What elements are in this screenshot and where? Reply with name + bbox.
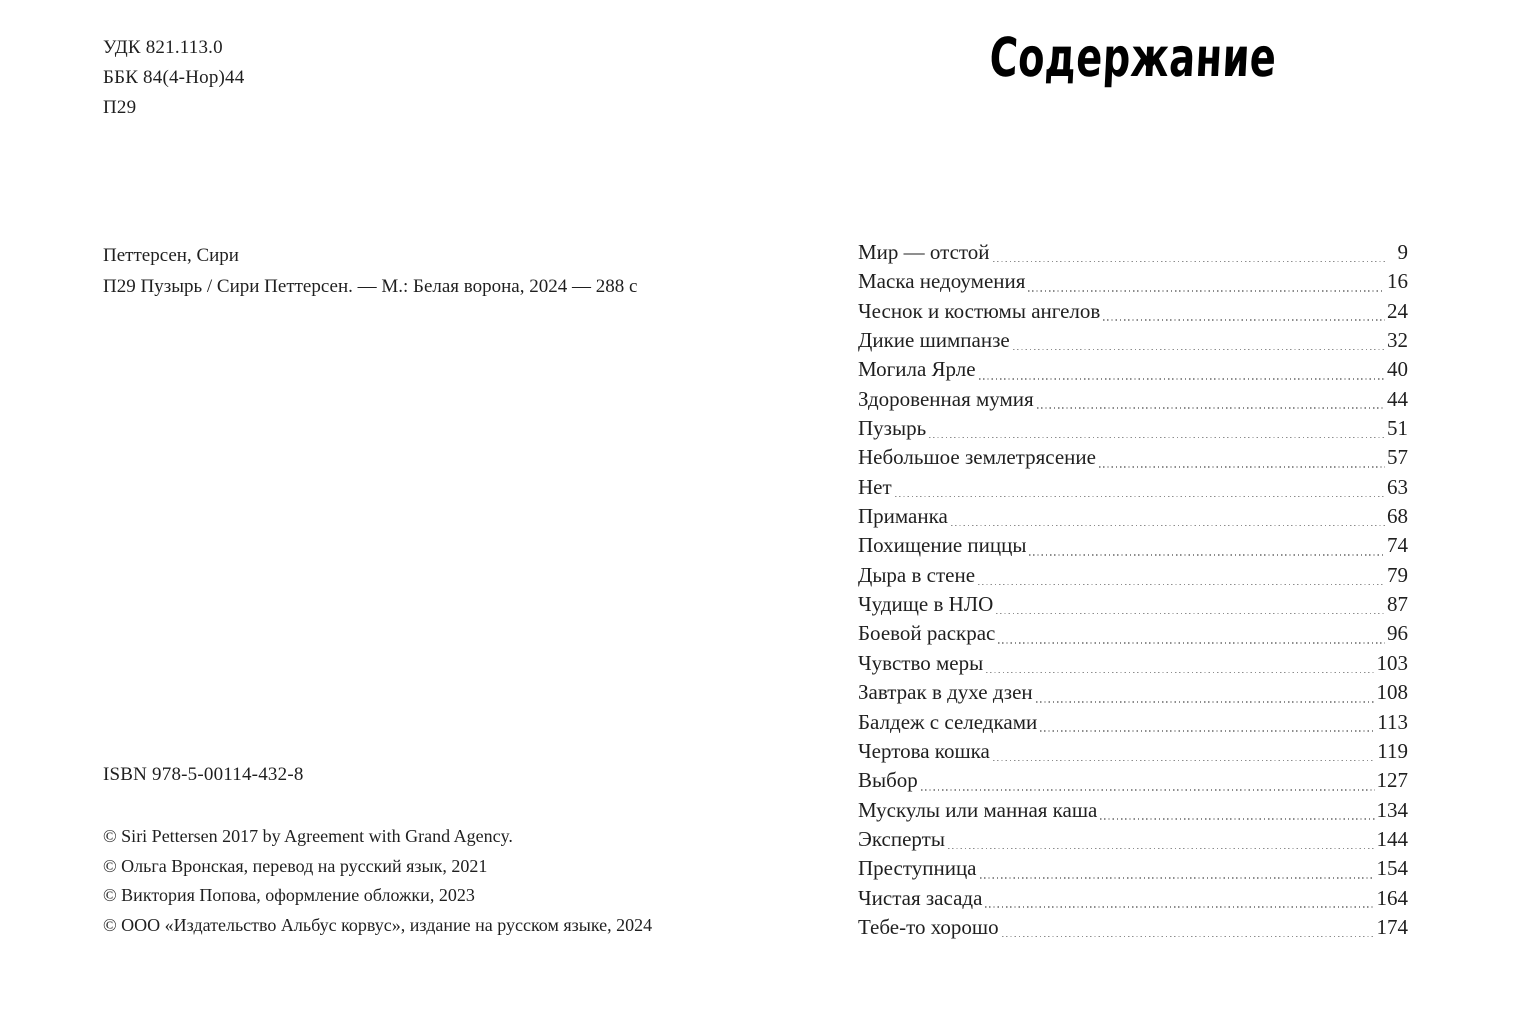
- toc-entry-page: 108: [1376, 680, 1408, 705]
- toc-entry: [858, 590, 1408, 619]
- toc-entry: [858, 825, 1408, 854]
- toc-entry-page: 96: [1387, 621, 1408, 646]
- toc-entry-title: Похищение пиццы: [858, 533, 1027, 558]
- toc-entry-page: 9: [1397, 240, 1408, 264]
- toc-entry-page: 44: [1387, 386, 1408, 411]
- toc-entry-title: Дикие шимпанзе: [858, 328, 1010, 353]
- toc-entry-title: Чертова кошка: [858, 738, 990, 763]
- toc-entry-page: 154: [1376, 856, 1408, 881]
- dot-leader: [985, 906, 1374, 908]
- dot-leader: [1028, 290, 1385, 292]
- dot-leader: [993, 760, 1375, 762]
- toc-entry-title: Завтрак в духе дзен: [858, 680, 1033, 705]
- dot-leader: [993, 261, 1386, 263]
- toc-entry-title: Приманка: [858, 504, 948, 529]
- dot-leader: [1040, 730, 1375, 732]
- toc-entry: [858, 443, 1408, 472]
- toc-entry: [858, 884, 1408, 913]
- dot-leader: [929, 437, 1385, 439]
- dot-leader: [978, 584, 1385, 586]
- dot-leader: [948, 848, 1375, 850]
- toc-entry-title: Дыра в стене: [858, 562, 976, 587]
- toc-entry-title: Чудище в НЛО: [858, 592, 994, 617]
- toc-entry-title: Здоровенная мумия: [858, 386, 1034, 411]
- dot-leader: [998, 642, 1385, 644]
- toc-entry: [858, 414, 1408, 443]
- toc-entry-title: Выбор: [858, 768, 918, 793]
- toc-entry-title: Нет: [858, 474, 892, 499]
- dot-leader: [921, 789, 1375, 791]
- dot-leader: [895, 496, 1385, 498]
- toc-entry: [858, 297, 1408, 326]
- dot-leader: [1002, 936, 1375, 938]
- toc-entry-title: Чеснок и костюмы ангелов: [858, 298, 1101, 323]
- udk-line: УДК 821.113.0: [103, 37, 223, 58]
- toc-entry-title: Эксперты: [858, 826, 945, 851]
- toc-entry-page: 40: [1387, 357, 1408, 382]
- isbn-line: ISBN 978-5-00114-432-8: [103, 764, 304, 785]
- toc-entry: [858, 561, 1408, 590]
- toc-entry: [858, 502, 1408, 531]
- bibliographic-block: [103, 240, 637, 302]
- copyright-block: [103, 822, 652, 940]
- dot-leader: [1099, 466, 1385, 468]
- toc-entry: [858, 649, 1408, 678]
- toc-entry-page: 127: [1376, 768, 1408, 793]
- toc-entry-title: Преступница: [858, 856, 977, 881]
- toc-entry-page: 113: [1377, 709, 1408, 734]
- toc-entry-page: 51: [1387, 416, 1408, 441]
- toc-entry: [858, 678, 1408, 707]
- toc-entry: [858, 913, 1408, 942]
- toc-entry: [858, 267, 1408, 296]
- toc-entry: [858, 355, 1408, 384]
- toc-entry-page: 79: [1387, 562, 1408, 587]
- toc-entry: [858, 619, 1408, 648]
- bbk-line: ББК 84(4-Нор)44: [103, 67, 245, 88]
- toc-entry-title: Могила Ярле: [858, 357, 976, 382]
- toc-entry-title: Маска недоумения: [858, 269, 1026, 294]
- toc-entry-title: Пузырь: [858, 416, 927, 441]
- copyright-line: © Ольга Вронская, перевод на русский язык, 2021: [103, 855, 488, 876]
- toc-entry-page: 74: [1387, 533, 1408, 558]
- toc-entry-page: 103: [1376, 650, 1408, 675]
- toc-entry-page: 87: [1387, 592, 1408, 617]
- toc-entry: [858, 766, 1408, 795]
- toc-entry: [858, 238, 1408, 267]
- dot-leader: [980, 877, 1375, 879]
- toc-entry-page: 68: [1387, 504, 1408, 529]
- toc-entry-title: Небольшое землетрясение: [858, 445, 1096, 470]
- toc-entry: [858, 708, 1408, 737]
- toc-entry-title: Мускулы или манная каша: [858, 797, 1098, 822]
- dot-leader: [951, 525, 1385, 527]
- toc-entry-page: 164: [1376, 885, 1408, 910]
- toc-entry-page: 144: [1376, 826, 1408, 851]
- toc-entry-page: 32: [1387, 328, 1408, 353]
- author-line: Петтерсен, Сири: [103, 245, 239, 266]
- toc-entry: [858, 473, 1408, 502]
- dot-leader: [1103, 319, 1385, 321]
- dot-leader: [996, 613, 1385, 615]
- toc-entry: [858, 737, 1408, 766]
- dot-leader: [1037, 407, 1385, 409]
- toc-entry: [858, 531, 1408, 560]
- toc-entry-page: 134: [1376, 797, 1408, 822]
- toc-entry-page: 57: [1387, 445, 1408, 470]
- copyright-line: © Виктория Попова, оформление обложки, 2023: [103, 885, 475, 905]
- toc-entry-page: 119: [1377, 738, 1408, 763]
- toc-entry-title: Мир — отстой: [858, 240, 990, 264]
- toc-entry-title: Чистая засада: [858, 885, 983, 910]
- toc-entry-title: Тебе-то хорошо: [858, 914, 999, 939]
- toc-entry-page: 16: [1387, 269, 1408, 294]
- dot-leader: [1100, 818, 1374, 820]
- copyright-line: © ООО «Издательство Альбус корвус», издание на русском языке, 2024: [103, 914, 653, 935]
- contents-title: Содержание: [988, 26, 1278, 90]
- dot-leader: [986, 672, 1374, 674]
- dot-leader: [1036, 701, 1375, 703]
- dot-leader: [1029, 554, 1385, 556]
- toc-entry: [858, 854, 1408, 883]
- contents-page: [757, 0, 1514, 1030]
- toc-entry: [858, 326, 1408, 355]
- bibliography-line: П29 Пузырь / Сири Петтерсен. — М.: Белая ворона, 2024 — 288 с: [103, 276, 638, 297]
- toc-entry-title: Балдеж с селедками: [858, 709, 1038, 734]
- toc-entry-page: 24: [1387, 298, 1408, 323]
- toc-entry-title: Боевой раскрас: [858, 621, 996, 646]
- toc-entry-page: 63: [1387, 474, 1408, 499]
- copyright-line: © Siri Pettersen 2017 by Agreement with Grand Agency.: [103, 826, 513, 846]
- toc-list: [858, 238, 1408, 942]
- author-code-line: П29: [103, 97, 137, 118]
- toc-entry-title: Чувство меры: [858, 650, 984, 675]
- toc-entry: [858, 796, 1408, 825]
- classification-block: [103, 33, 244, 123]
- dot-leader: [979, 378, 1385, 380]
- dot-leader: [1013, 349, 1385, 351]
- toc-entry: [858, 385, 1408, 414]
- toc-entry-page: 174: [1376, 914, 1408, 939]
